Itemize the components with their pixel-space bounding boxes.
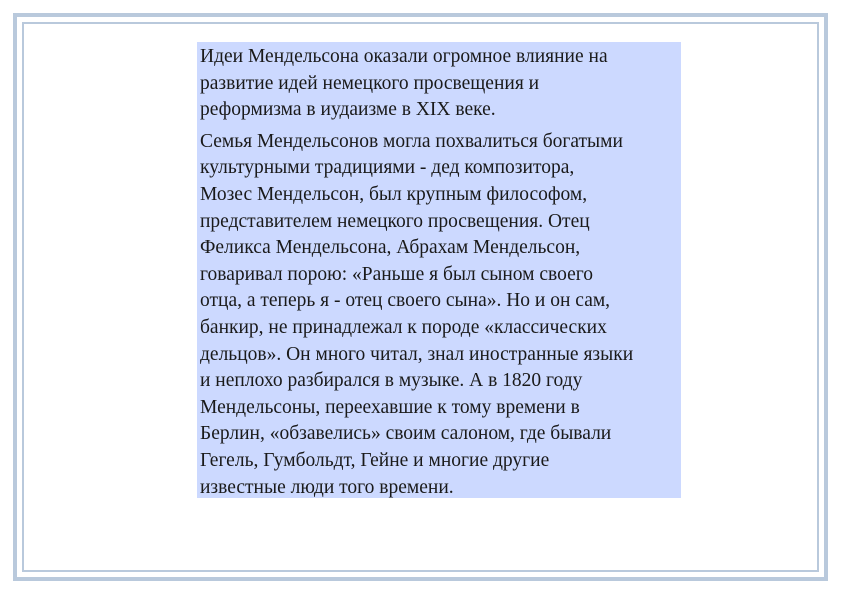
text-line: говаривал порою: «Раньше я был сыном своего [200, 263, 593, 285]
text-line: Идеи Мендельсона оказали огромное влияние на [200, 46, 608, 67]
paragraph-family [200, 129, 679, 501]
text-line: Семья Мендельсонов могла похвалиться богатыми [200, 130, 623, 152]
text-line: отца, а теперь я - отец своего сына». Но и он сам, [200, 290, 611, 312]
text-line: дельцов». Он много читал, знал иностранные языки [200, 343, 634, 365]
text-box [197, 42, 681, 498]
text-line: Феликса Мендельсона, Абрахам Мендельсон, [200, 237, 581, 259]
text-line: Мендельсоны, переехавшие к тому времени в [200, 396, 580, 418]
text-line: и неплохо разбирался в музыке. А в 1820 году [200, 370, 583, 392]
text-line: банкир, не принадлежал к породе «классических [200, 316, 607, 338]
text-line: культурными традициями - дед композитора, [200, 157, 575, 179]
text-line: Берлин, «обзавелись» своим салоном, где бывали [200, 423, 612, 445]
text-line: развитие идей немецкого просвещения и [200, 72, 540, 94]
text-line: представителем немецкого просвещения. Отец [200, 210, 590, 232]
text-line: реформизма в иудаизме в XIX веке. [200, 99, 496, 121]
text-line: известные люди того времени. [200, 476, 454, 498]
text-line: Гегель, Гумбольдт, Гейне и многие другие [200, 449, 550, 471]
text-line: Мозес Мендельсон, был крупным философом, [200, 183, 588, 205]
paragraph-intro [200, 44, 679, 124]
